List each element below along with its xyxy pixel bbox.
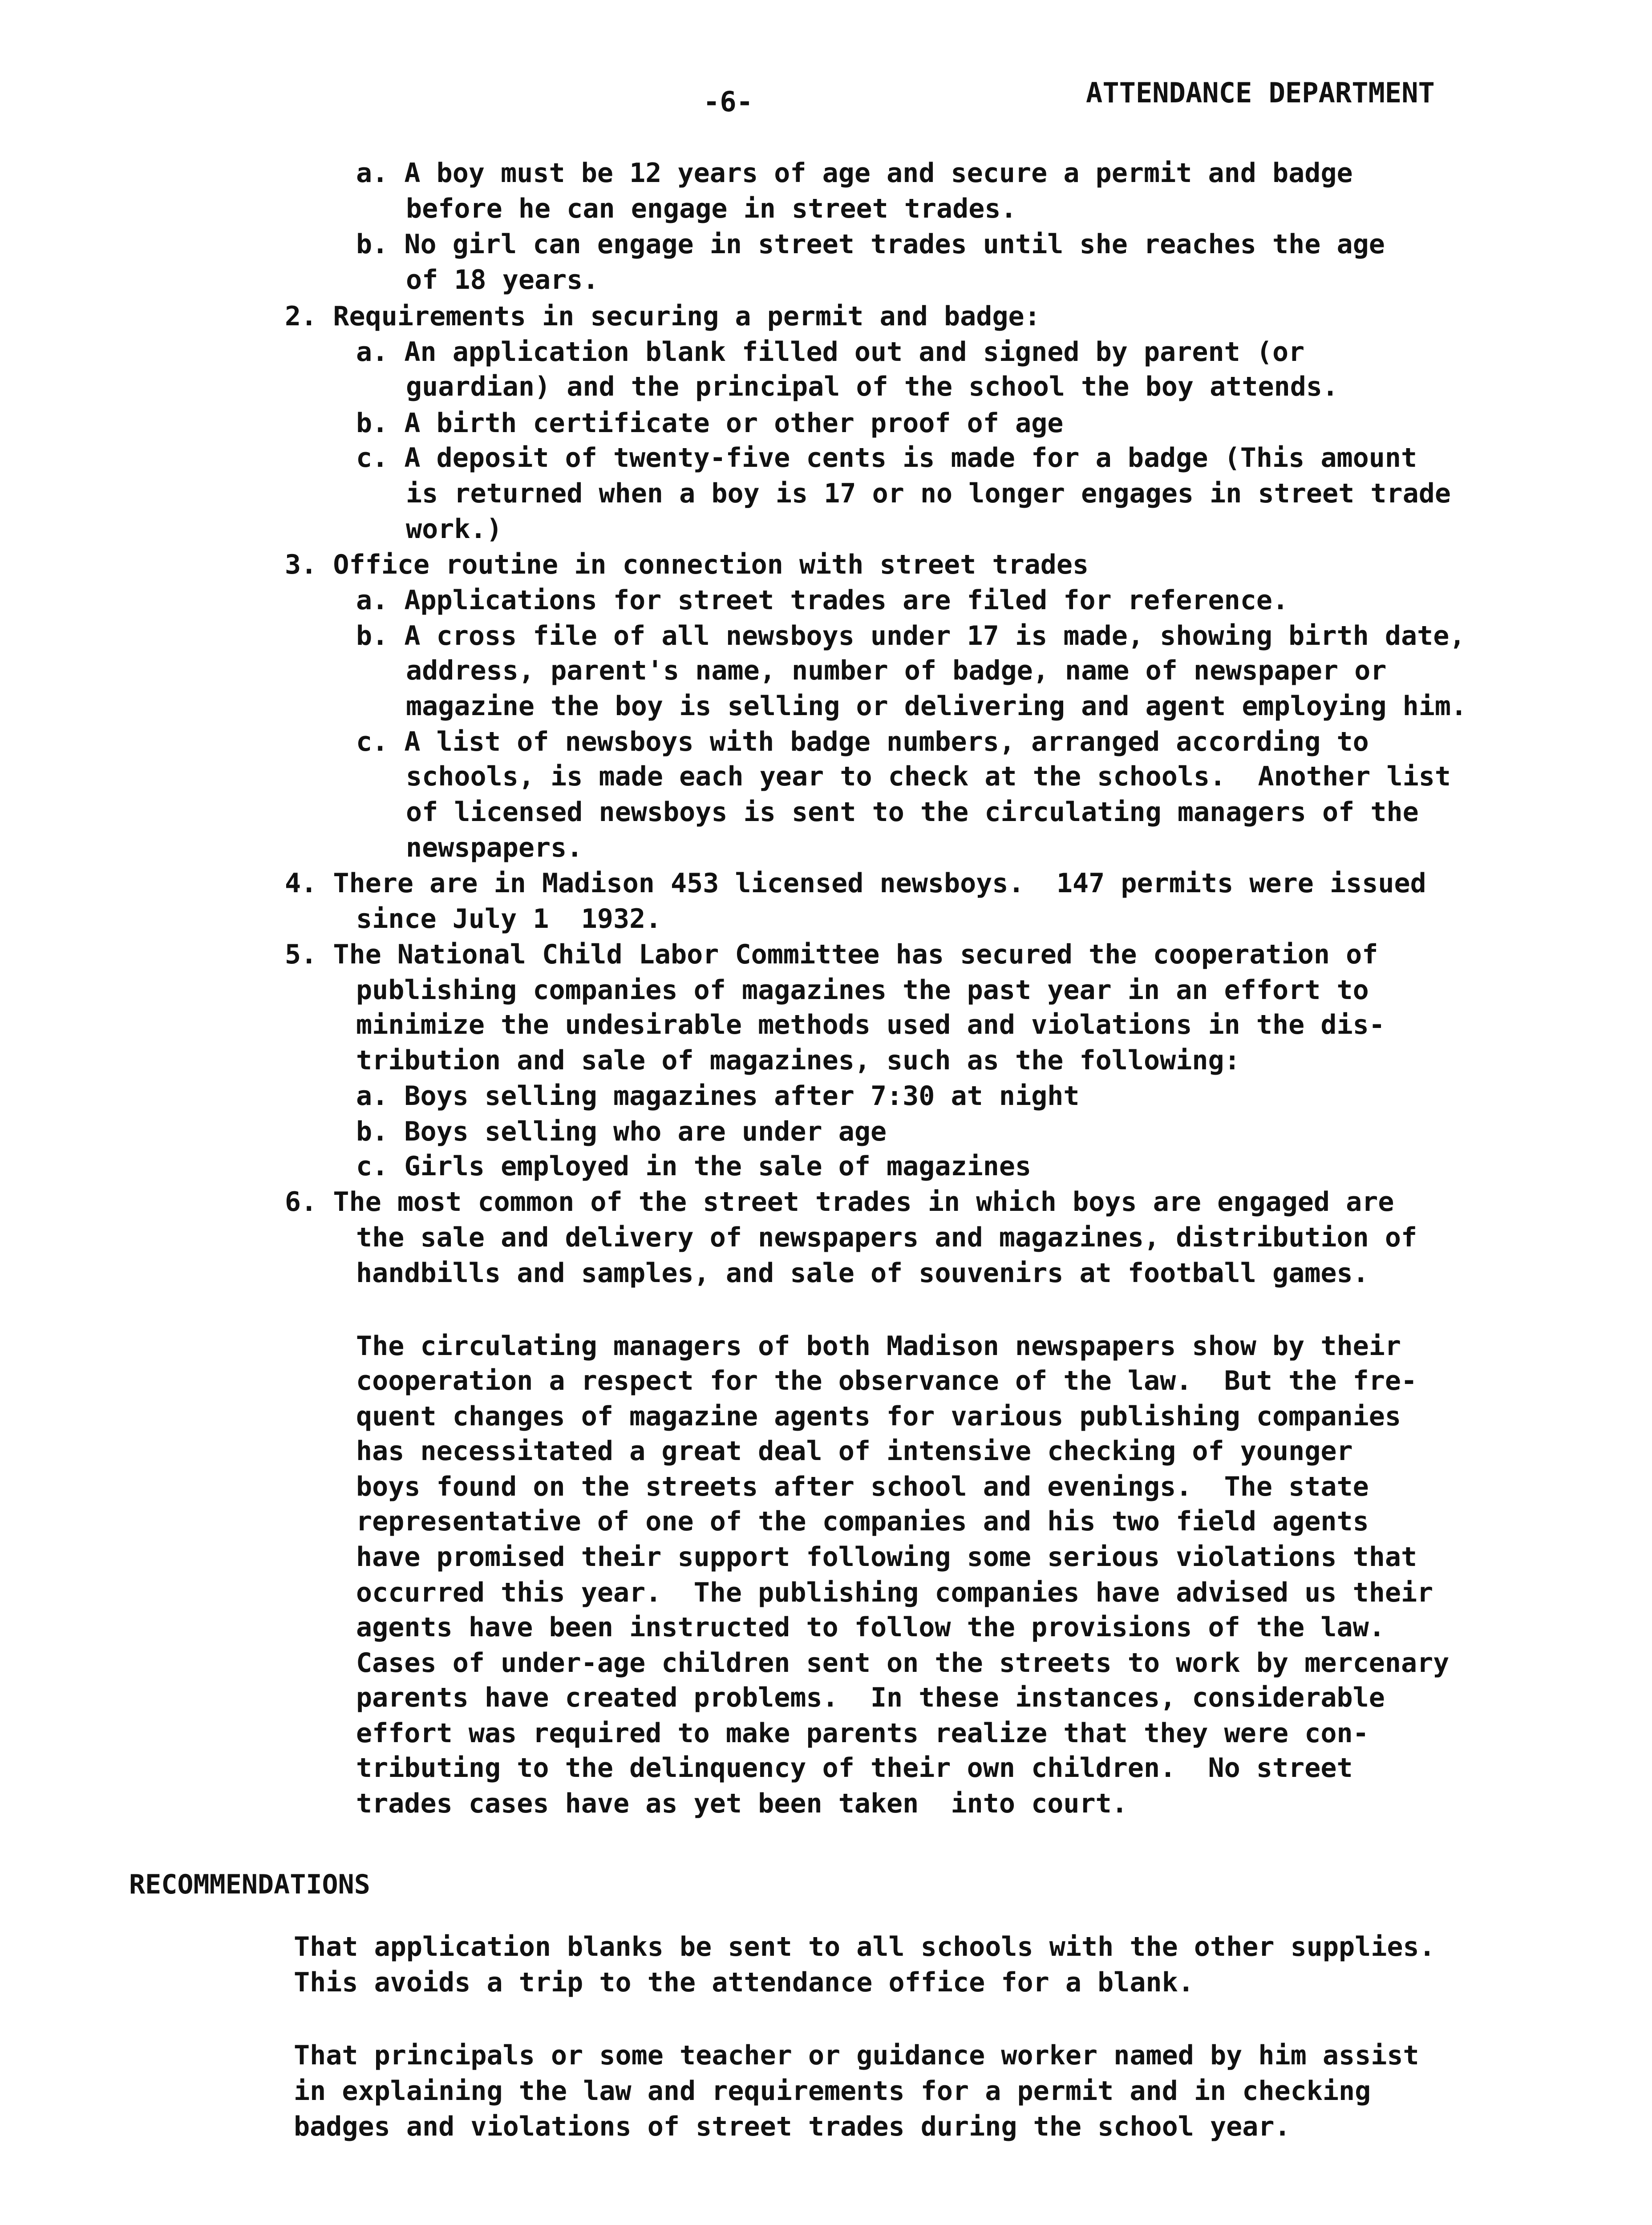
recommendations-heading: RECOMMENDATIONS xyxy=(129,1869,370,1900)
recommendation-line: That application blanks be sent to all schools with the other supplies. xyxy=(294,1931,1435,1962)
recommendation-line: This avoids a trip to the attendance office for a blank. xyxy=(294,1967,1194,1998)
text-line: b. A birth certificate or other proof of age xyxy=(356,408,1064,439)
paragraph-line: parents have created problems. In these instances, considerable xyxy=(356,1682,1385,1713)
recommendation-line: in explaining the law and requirements for a permit and in checking xyxy=(294,2075,1371,2107)
text-line: publishing companies of magazines the past year in an effort to xyxy=(356,975,1369,1006)
text-line: tribution and sale of magazines, such as the following: xyxy=(356,1045,1240,1076)
text-line: before he can engage in street trades. xyxy=(406,193,1017,224)
text-line: address, parent's name, number of badge, name of newspaper or xyxy=(406,655,1387,686)
paragraph-line: cooperation a respect for the observance of the law. But the fre- xyxy=(356,1365,1417,1396)
paragraph-line: boys found on the streets after school and evenings. The state xyxy=(356,1471,1369,1502)
paragraph-line: effort was required to make parents realize that they were con- xyxy=(356,1718,1369,1749)
text-line: newspapers. xyxy=(406,832,583,863)
text-line: 6. The most common of the street trades in which boys are engaged are xyxy=(285,1186,1394,1218)
text-line: c. A deposit of twenty-five cents is made for a badge (This amount xyxy=(356,442,1417,473)
paragraph-line: quent changes of magazine agents for various publishing companies xyxy=(356,1401,1401,1432)
paragraph-line: trades cases have as yet been taken into court. xyxy=(356,1788,1128,1819)
text-line: since July 1 1932. xyxy=(356,903,662,934)
paragraph-line: has necessitated a great deal of intensive checking of younger xyxy=(356,1436,1353,1467)
text-line: c. A list of newsboys with badge numbers, arranged according to xyxy=(356,726,1369,757)
text-line: b. No girl can engage in street trades until she reaches the age xyxy=(356,229,1385,260)
department-header: ATTENDANCE DEPARTMENT xyxy=(1086,77,1435,109)
text-line: a. An application blank filled out and signed by parent (or xyxy=(356,336,1305,368)
paragraph-line: occurred this year. The publishing companies have advised us their xyxy=(356,1577,1433,1608)
text-line: schools, is made each year to check at the schools. Another list xyxy=(406,761,1451,792)
text-line: is returned when a boy is 17 or no longer engages in street trade xyxy=(406,478,1451,509)
text-line: 5. The National Child Labor Committee has secured the cooperation of xyxy=(285,939,1378,970)
text-line: guardian) and the principal of the school the boy attends. xyxy=(406,371,1339,402)
text-line: a. Boys selling magazines after 7:30 at night xyxy=(356,1080,1080,1112)
text-line: minimize the undesirable methods used and violations in the dis- xyxy=(356,1009,1385,1040)
paragraph-line: tributing to the delinquency of their own children. No street xyxy=(356,1752,1353,1784)
text-line: b. Boys selling who are under age xyxy=(356,1116,887,1147)
paragraph-line: representative of one of the companies and his two field agents xyxy=(356,1506,1369,1537)
text-line: the sale and delivery of newspapers and magazines, distribution of xyxy=(356,1222,1417,1253)
text-line: b. A cross file of all newsboys under 17 is made, showing birth date, xyxy=(356,620,1466,651)
text-line: handbills and samples, and sale of souvenirs at football games. xyxy=(356,1258,1369,1289)
text-line: work.) xyxy=(406,514,502,545)
text-line: 2. Requirements in securing a permit and badge: xyxy=(285,301,1041,332)
recommendation-line: That principals or some teacher or guidance worker named by him assist xyxy=(294,2040,1419,2071)
text-line: a. Applications for street trades are filed for reference. xyxy=(356,585,1289,616)
paragraph-line: Cases of under-age children sent on the streets to work by mercenary xyxy=(356,1647,1450,1679)
text-line: of licensed newsboys is sent to the circulating managers of the xyxy=(406,797,1419,828)
paragraph-line: have promised their support following some serious violations that xyxy=(356,1541,1417,1573)
page-number: -6- xyxy=(703,85,753,118)
text-line: a. A boy must be 12 years of age and secure a permit and badge xyxy=(356,158,1353,189)
paragraph-line: agents have been instructed to follow the provisions of the law. xyxy=(356,1612,1385,1643)
text-line: of 18 years. xyxy=(406,264,599,295)
paragraph-line: The circulating managers of both Madison newspapers show by their xyxy=(356,1331,1401,1362)
text-line: c. Girls employed in the sale of magazines xyxy=(356,1151,1032,1182)
text-line: 4. There are in Madison 453 licensed newsboys. 147 permits were issued xyxy=(285,868,1426,899)
recommendation-line: badges and violations of street trades during the school year. xyxy=(294,2111,1291,2142)
text-line: 3. Office routine in connection with street trades xyxy=(285,549,1089,580)
text-line: magazine the boy is selling or delivering and agent employing him. xyxy=(406,691,1467,722)
